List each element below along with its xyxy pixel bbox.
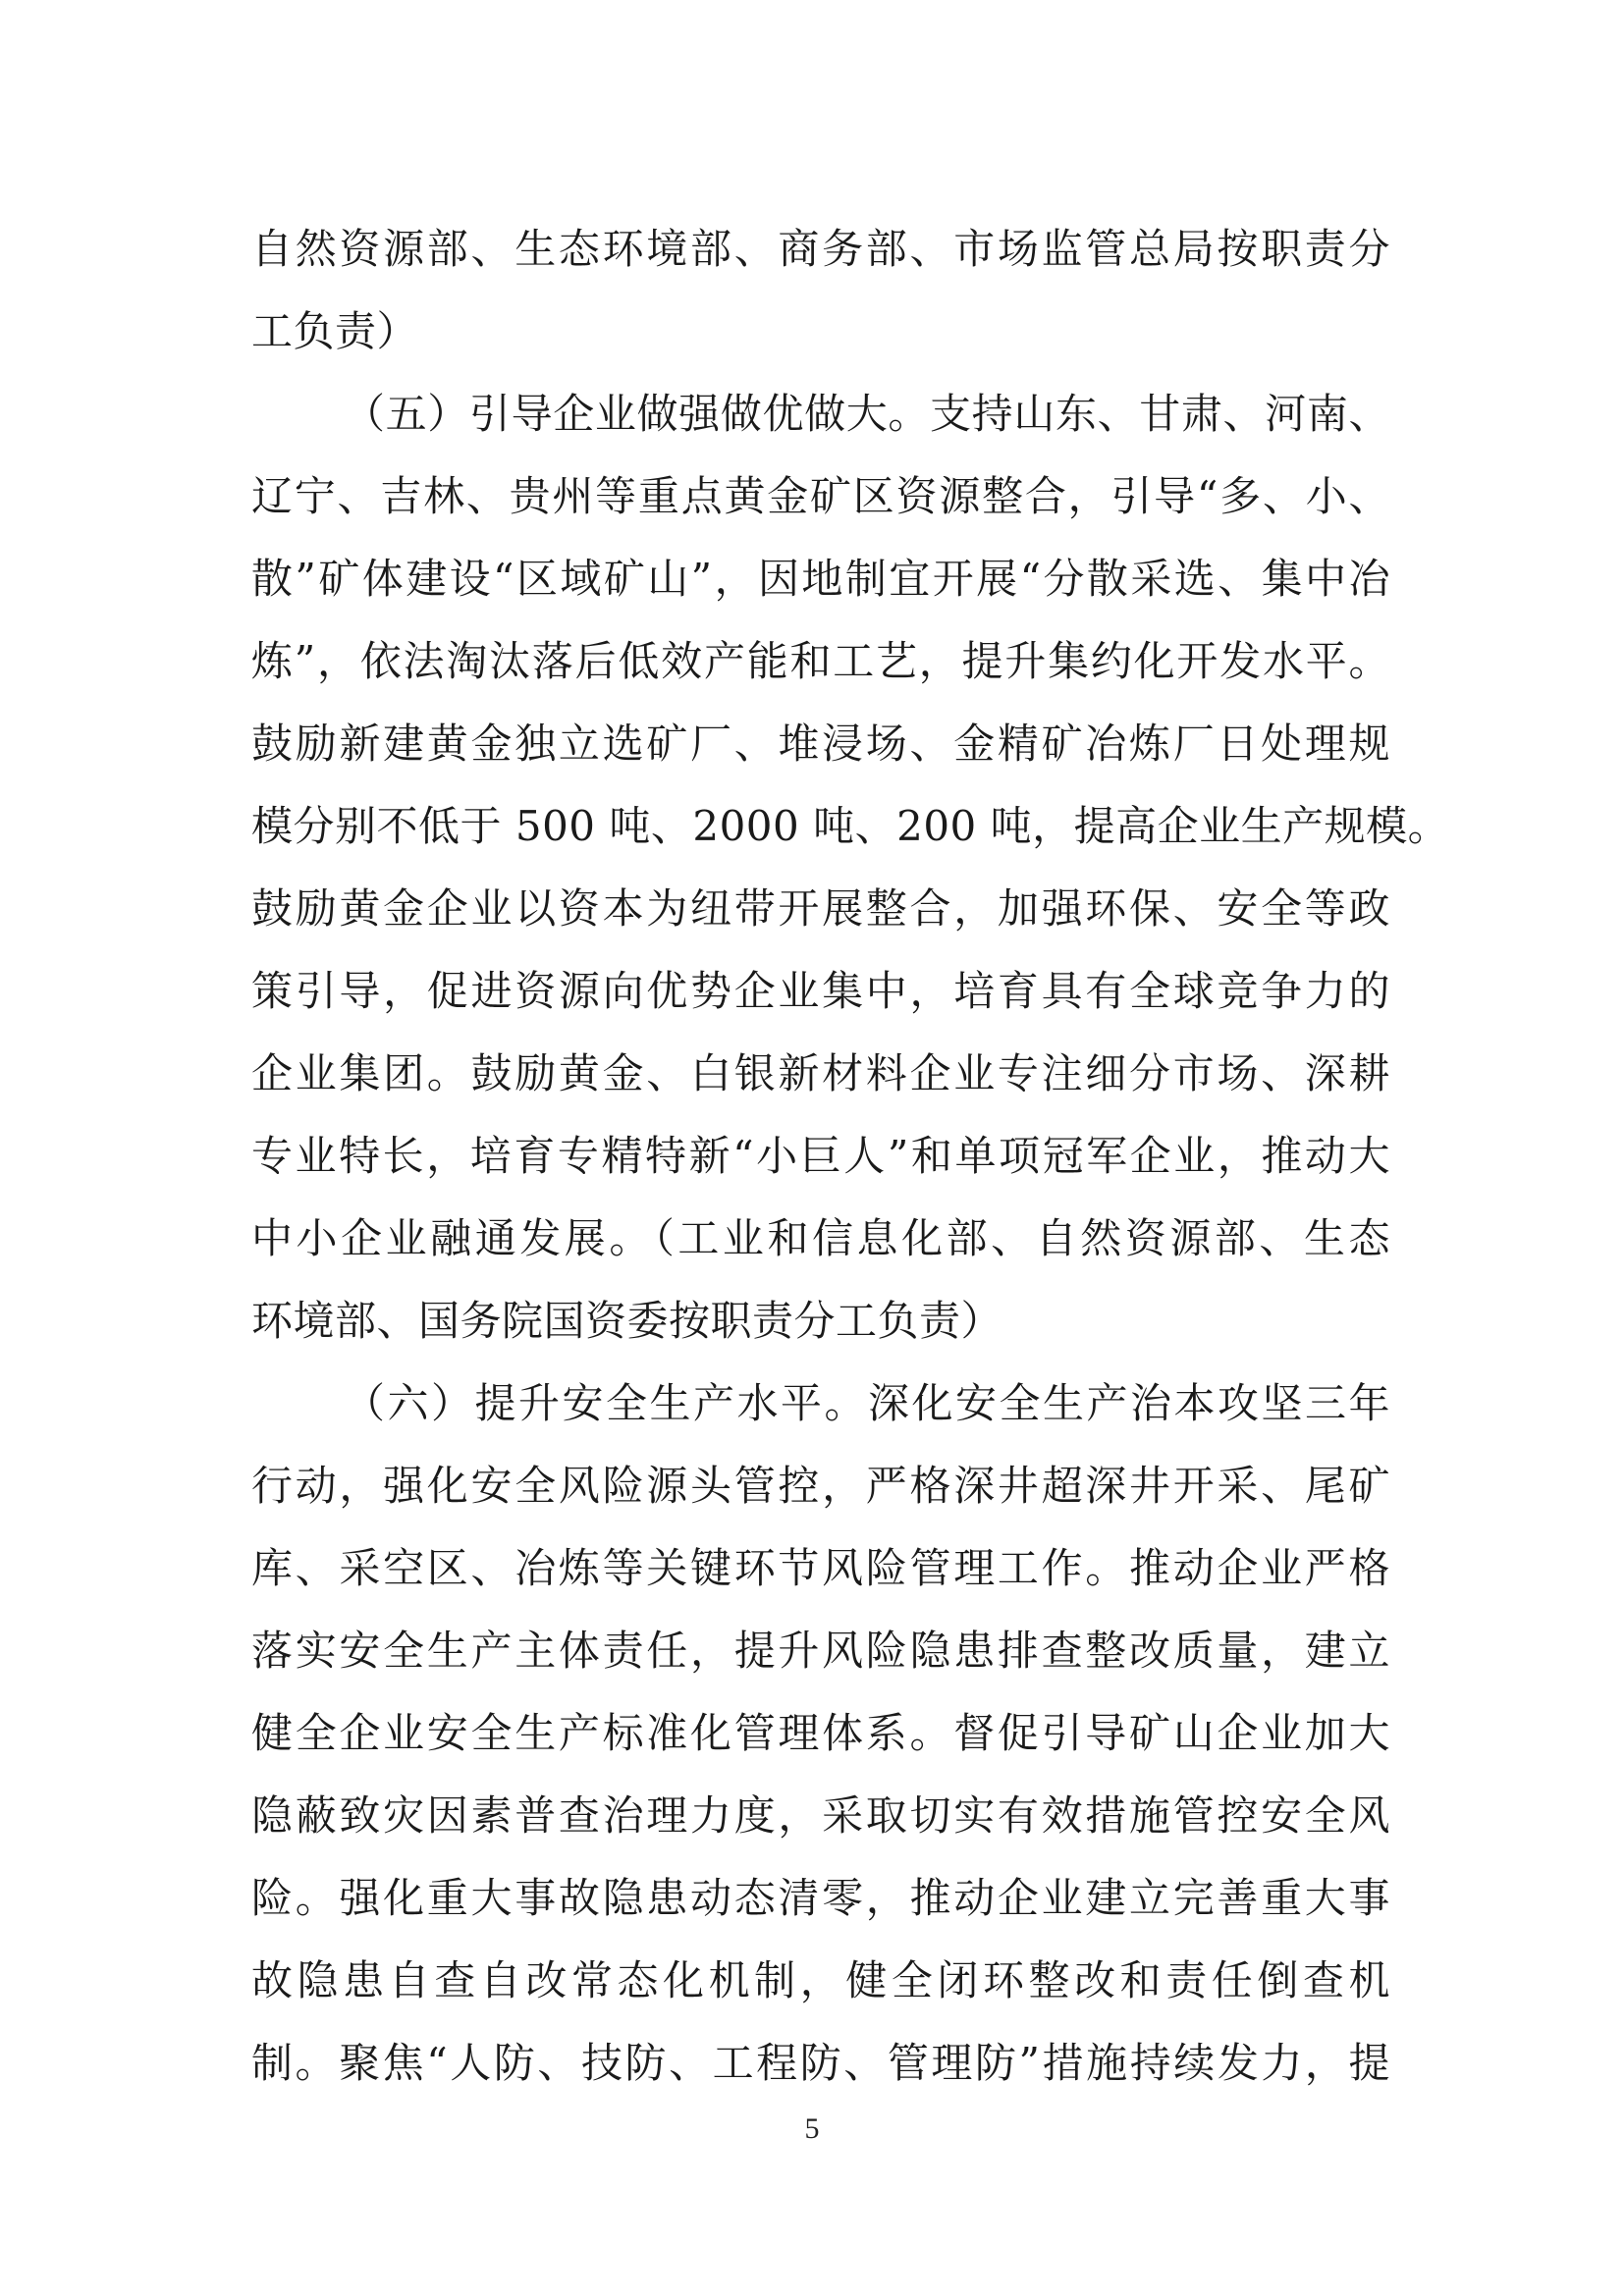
- page-number: 5: [804, 2112, 820, 2145]
- text-line: 工负责）: [251, 307, 419, 355]
- text-line: 环境部、国务院国资委按职责分工负责）: [251, 1297, 1003, 1345]
- text-line: 制。聚焦“人防、技防、工程防、管理防”措施持续发力，提: [251, 2039, 1390, 2087]
- text-line: 策引导，促进资源向优势企业集中，培育具有全球竞争力的: [251, 967, 1390, 1015]
- text-line: 辽宁、吉林、贵州等重点黄金矿区资源整合，引导“多、小、: [251, 472, 1390, 520]
- text-line: 炼”，依法淘汰落后低效产能和工艺，提升集约化开发水平。: [251, 637, 1390, 685]
- text-line: 健全企业安全生产标准化管理体系。督促引导矿山企业加大: [251, 1709, 1390, 1757]
- text-line: 鼓励新建黄金独立选矿厂、堆浸场、金精矿冶炼厂日处理规: [251, 720, 1390, 768]
- text-line: 落实安全生产主体责任，提升风险隐患排查整改质量，建立: [251, 1627, 1390, 1675]
- text-line: 库、采空区、冶炼等关键环节风险管理工作。推动企业严格: [251, 1544, 1390, 1592]
- text-line: 鼓励黄金企业以资本为纽带开展整合，加强环保、安全等政: [251, 884, 1390, 933]
- text-line: 散”矿体建设“区域矿山”，因地制宜开展“分散采选、集中冶: [251, 555, 1390, 603]
- text-line: 中小企业融通发展。（工业和信息化部、自然资源部、生态: [251, 1214, 1390, 1262]
- text-line: 模分别不低于 500 吨、2000 吨、200 吨，提高企业生产规模。: [251, 802, 1450, 850]
- text-line: 自然资源部、生态环境部、商务部、市场监管总局按职责分: [251, 225, 1390, 273]
- text-line: 隐蔽致灾因素普查治理力度，采取切实有效措施管控安全风: [251, 1791, 1390, 1840]
- text-line: 险。强化重大事故隐患动态清零，推动企业建立完善重大事: [251, 1874, 1390, 1922]
- section-heading-line: （六）提升安全生产水平。深化安全生产治本攻坚三年: [344, 1379, 1390, 1427]
- text-line: 行动，强化安全风险源头管控，严格深井超深井开采、尾矿: [251, 1462, 1390, 1510]
- body-text: [251, 208, 1450, 2105]
- text-line: 故隐患自查自改常态化机制，健全闭环整改和责任倒查机: [251, 1956, 1390, 2004]
- section-heading-line: （五）引导企业做强做优做大。支持山东、甘肃、河南、: [344, 390, 1390, 438]
- text-line: 企业集团。鼓励黄金、白银新材料企业专注细分市场、深耕: [251, 1049, 1390, 1097]
- text-line: 专业特长，培育专精特新“小巨人”和单项冠军企业，推动大: [251, 1132, 1390, 1180]
